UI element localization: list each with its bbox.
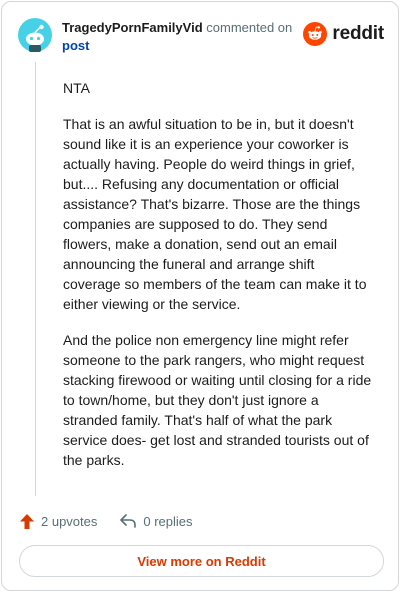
snoo-avatar-icon[interactable] — [18, 18, 52, 52]
reply-arrow-icon — [119, 513, 137, 529]
comment-author[interactable]: TragedyPornFamilyVid — [62, 20, 203, 35]
reply-count: 0 replies — [143, 513, 193, 529]
comment-actions — [19, 510, 215, 532]
thread-line — [35, 62, 36, 496]
comment-paragraph: That is an awful situation to be in, but it doesn't sound like it is an experience your coworker is actually having. People do weird things in grief, but.... Refusing any documentation or official assistance? That's bizarre. Those are the things companies are supposed to do. They send flowers, make a donation, send out an email announcing the funeral and arrange shift coverage so members of the team can make it to either viewing or the service. — [63, 116, 367, 312]
comment-paragraph: And the police non emergency line might refer someone to the park rangers, who might request stacking firewood or waiting until closing for a ride to town/home, but they don't just ignore a stranded family. That's half of what the park service does- get lost and stranded tourists out of the parks. — [63, 332, 372, 468]
post-link[interactable]: post — [62, 38, 90, 53]
comment-paragraph: NTA — [63, 80, 90, 96]
reddit-logo[interactable] — [303, 22, 384, 46]
view-more-button[interactable]: View more on Reddit — [19, 545, 384, 577]
comment-body — [63, 78, 373, 486]
upvote-button[interactable] — [19, 513, 97, 530]
comment-header — [18, 18, 384, 54]
embedded-comment-card — [1, 1, 399, 591]
comment-meta-line — [62, 19, 292, 36]
reddit-logo-text: reddit — [332, 23, 384, 44]
reply-button[interactable] — [119, 513, 192, 529]
reddit-logo-icon — [303, 22, 327, 46]
comment-action-text: commented on — [206, 20, 293, 35]
upvote-count: 2 upvotes — [41, 513, 98, 529]
upvote-arrow-icon — [19, 513, 35, 530]
